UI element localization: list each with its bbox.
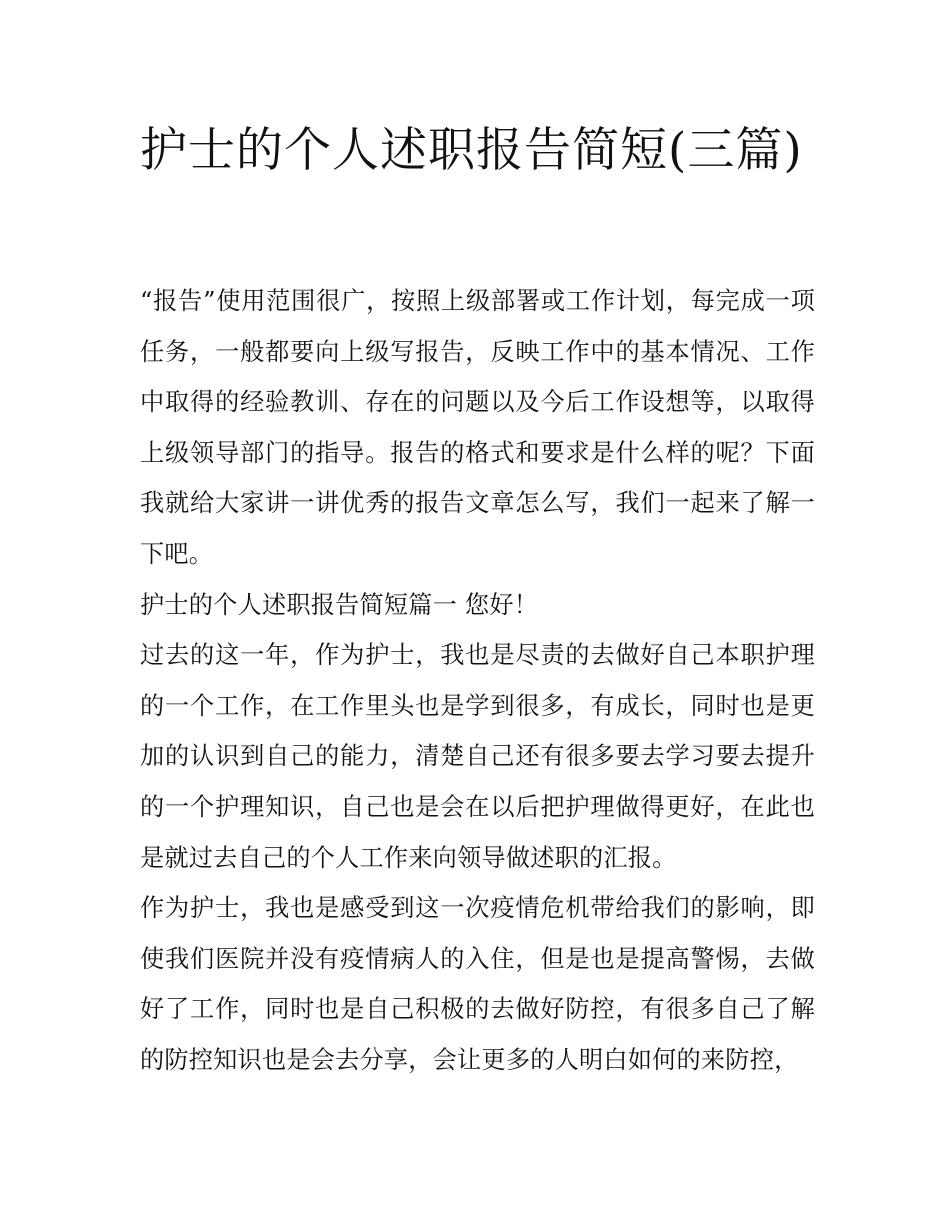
document-title: 护士的个人述职报告简短(三篇) [140,123,803,178]
section-heading-paragraph: 护士的个人述职报告简短篇一 您好！ [140,590,539,619]
intro-paragraph: “报告”使用范围很广，按照上级部署或工作计划，每完成一项任务，一般都要向上级写报告，反映工作中的基本情况、工作中取得的经验教训、存在的问题以及今后工作设想等，以取得上级领导部门的指导。报告的格式和要求是什么样的呢？下面我就给大家讲一讲优秀的报告文章怎么写，我们一起来了解一下吧。 [140,287,815,568]
document-body [140,276,815,1086]
body-paragraph: 作为护士，我也是感受到这一次疫情危机带给我们的影响，即使我们医院并没有疫情病人的入住，但是也是提高警惕，去做好了工作，同时也是自己积极的去做好防控，有很多自己了解的防控知识也是会去分享，会让更多的人明白如何的来防控， [140,894,815,1074]
body-paragraph: 过去的这一年，作为护士，我也是尽责的去做好自己本职护理的一个工作，在工作里头也是学到很多，有成长，同时也是更加的认识到自己的能力，清楚自己还有很多要去学习要去提升的一个护理知识，自己也是会在以后把护理做得更好，在此也是就过去自己的个人工作来向领导做述职的汇报。 [140,641,815,872]
